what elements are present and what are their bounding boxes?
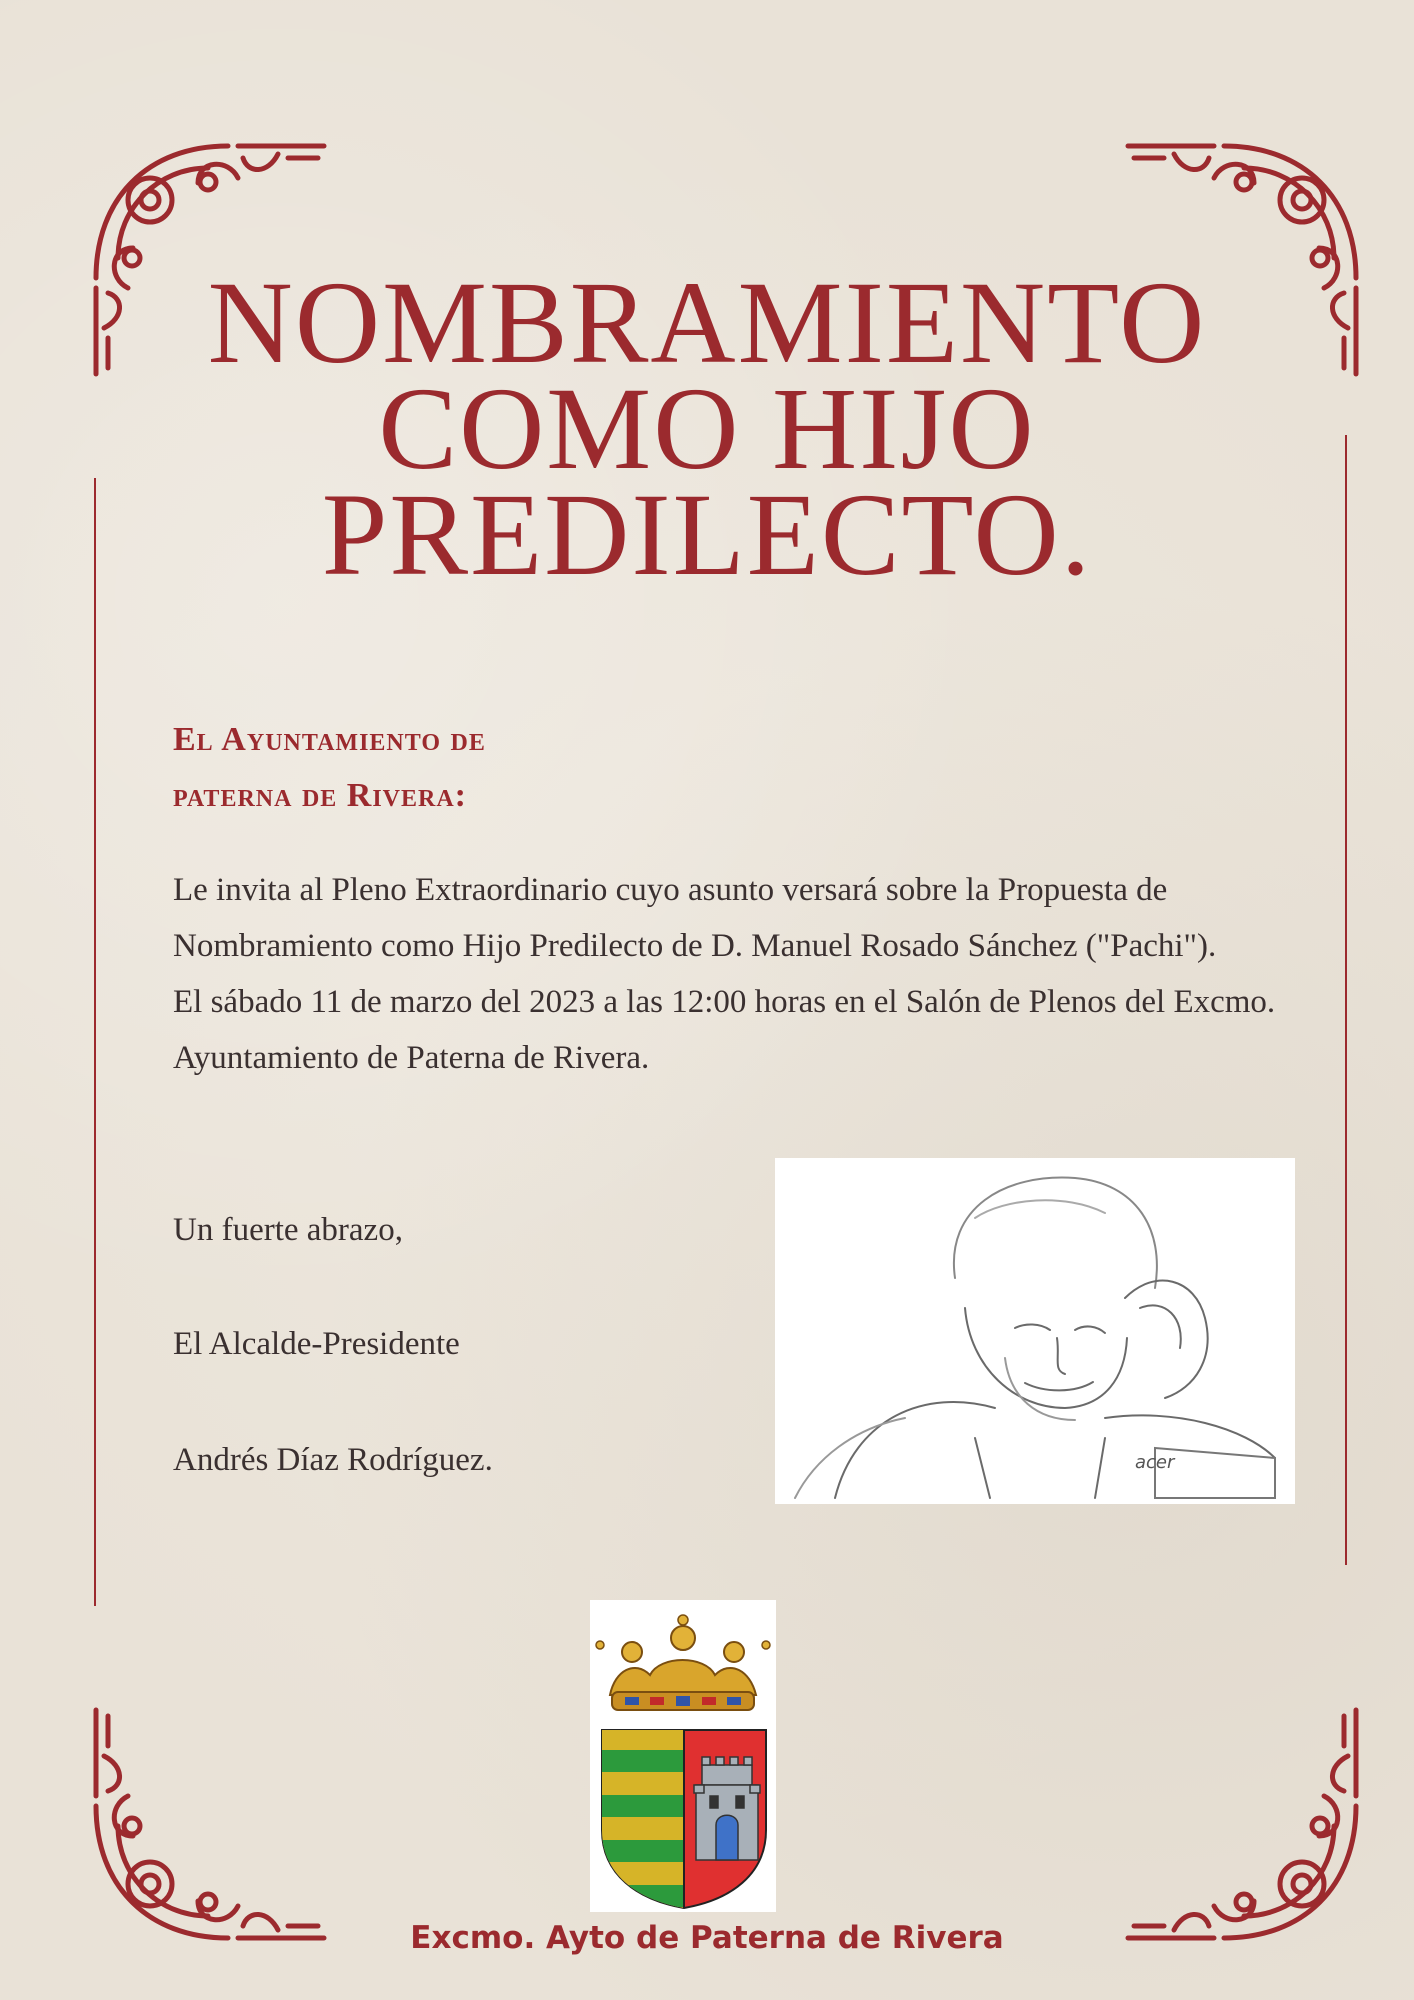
page-title bbox=[0, 257, 1414, 600]
title-line-2: COMO HIJO bbox=[378, 363, 1036, 494]
event-details-paragraph: El sábado 11 de marzo del 2023 a las 12:00 horas en el Salón de Plenos del Excmo. Ayuntamiento de Paterna de Rivera. bbox=[173, 984, 1276, 1076]
frame-line-left bbox=[94, 478, 96, 1606]
invitation-body bbox=[173, 862, 1303, 1086]
signer-name: Andrés Díaz Rodríguez. bbox=[173, 1442, 493, 1478]
frame-line-right bbox=[1345, 435, 1347, 1565]
coat-of-arms-logo bbox=[590, 1600, 776, 1912]
organization-heading bbox=[173, 712, 486, 824]
heading-line-2: paterna de Rivera: bbox=[173, 777, 468, 814]
closing-greeting: Un fuerte abrazo, bbox=[173, 1212, 403, 1248]
heading-line-1: El Ayuntamiento de bbox=[173, 721, 486, 758]
invitation-paragraph: Le invita al Pleno Extraordinario cuyo asunto versará sobre la Propuesta de Nombramiento como Hijo Predilecto de D. Manuel Rosado Sánchez ("Pachi"). bbox=[173, 872, 1217, 964]
svg-text:acer: acer bbox=[1135, 1452, 1175, 1473]
signer-role: El Alcalde-Presidente bbox=[173, 1326, 460, 1362]
footer-organization: Excmo. Ayto de Paterna de Rivera bbox=[410, 1920, 1004, 1956]
title-line-3: PREDILECTO. bbox=[321, 469, 1093, 600]
ornament-corner-bottom-right bbox=[1124, 1706, 1364, 1946]
title-line-1: NOMBRAMIENTO bbox=[207, 257, 1207, 388]
portrait-sketch-image bbox=[775, 1158, 1295, 1504]
ornament-corner-bottom-left bbox=[88, 1706, 328, 1946]
